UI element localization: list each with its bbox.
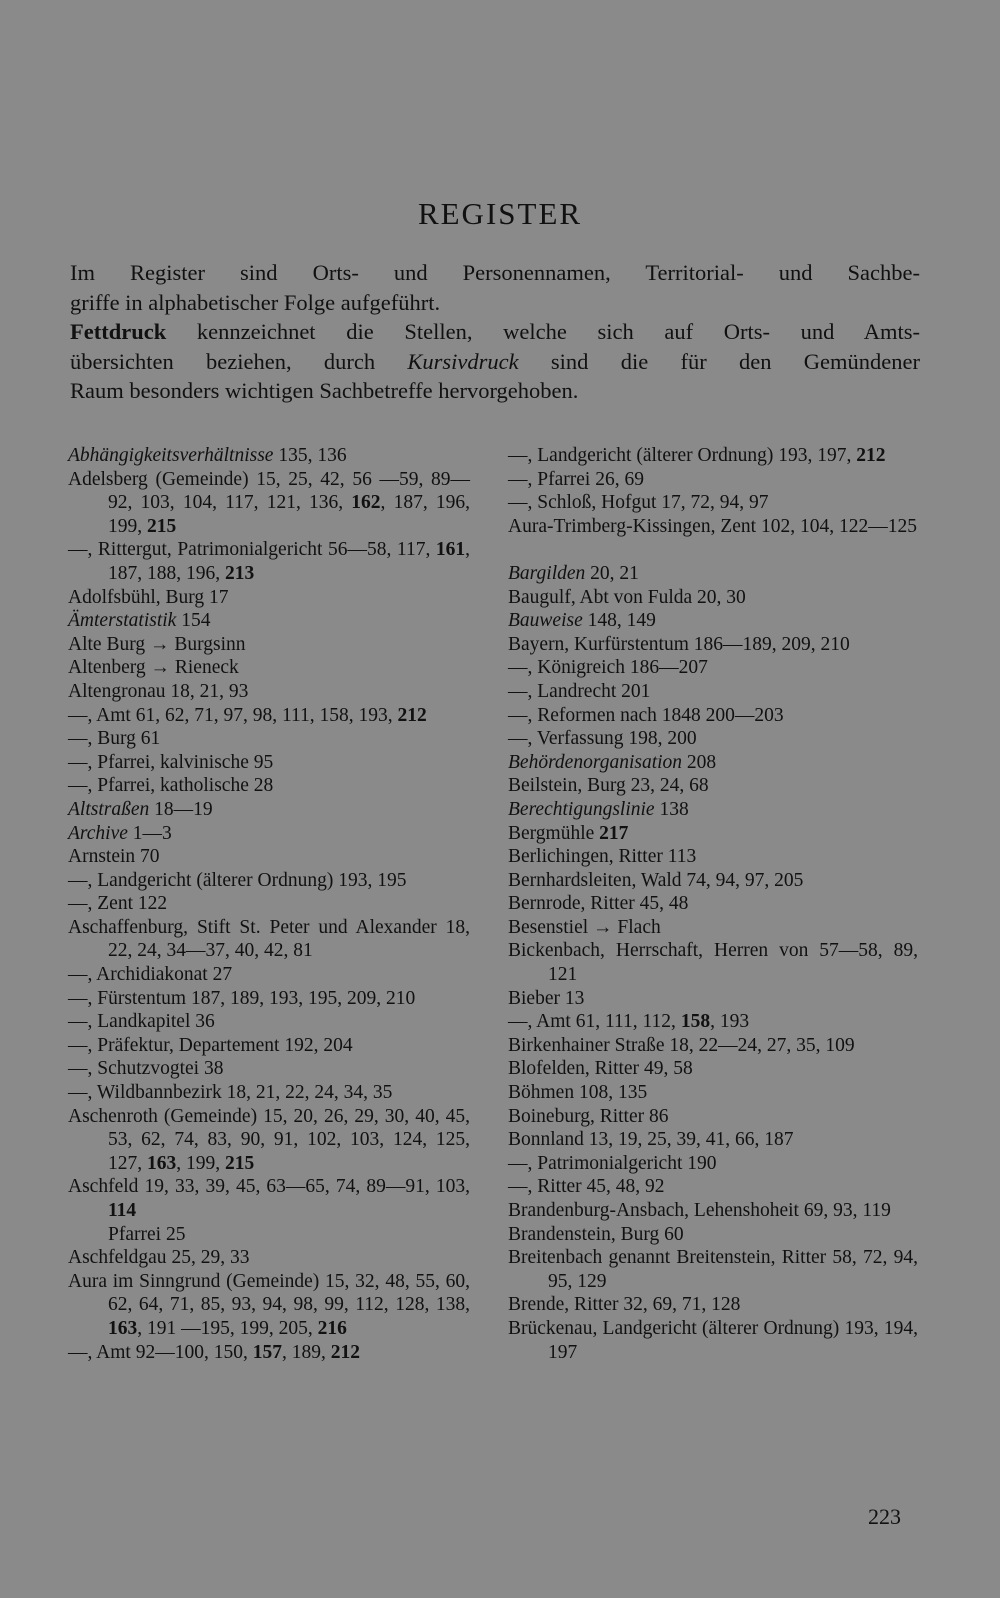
intro-line: Fettdruck kennzeichnet die Stellen, welche sich auf Orts- und Amts- <box>70 319 920 344</box>
index-term: Besenstiel <box>508 916 589 938</box>
index-column-right <box>508 444 918 1364</box>
page-refs: 92—100, 150, <box>130 1341 253 1363</box>
index-term: Bargilden <box>508 562 586 584</box>
page-refs: 108, 135 <box>574 1082 648 1104</box>
page-refs: , 199, <box>176 1152 225 1174</box>
index-entry <box>508 774 918 798</box>
index-entry <box>508 609 918 633</box>
index-term: Alte Burg <box>68 633 146 655</box>
index-term: —, Pfarrei <box>508 468 591 490</box>
page-refs: 193, 197, <box>773 445 857 466</box>
page-refs: 70 <box>135 846 160 868</box>
page-refs: 74, 94, 97, 205 <box>681 869 804 891</box>
page-refs: 56—58, 117, <box>322 539 436 561</box>
page-refs: 28 <box>248 775 274 797</box>
index-term: —, Landgericht (älterer Ordnung) <box>68 869 334 891</box>
page-refs: 1—3 <box>127 822 172 844</box>
index-term: Aschfeld <box>68 1176 139 1198</box>
page-refs: → Rieneck <box>145 657 239 679</box>
page-refs: 18, 22, 24, 34—37, 40, 42, 81 <box>108 916 471 962</box>
index-term: —, Amt <box>508 1011 571 1033</box>
index-term: Bergmühle <box>508 822 595 844</box>
index-term: Bayern, Kurfürstentum <box>508 633 689 655</box>
index-term: Böhmen <box>508 1082 575 1104</box>
index-entry <box>508 491 918 515</box>
page-refs: → Flach <box>588 916 661 938</box>
index-term: Aschfeldgau <box>68 1247 167 1269</box>
index-entry <box>508 892 918 916</box>
page-refs: 32, 69, 71, 128 <box>618 1294 741 1316</box>
intro-line: Raum besonders wichtigen Sachbetreffe hervorgehoben. <box>70 378 579 403</box>
page-refs: , 189, <box>281 1341 331 1363</box>
page-refs: 192, 204 <box>279 1034 353 1056</box>
index-entry <box>68 845 470 869</box>
index-term: —, Schutzvogtei <box>68 1058 200 1080</box>
page-refs: , 193 <box>710 1011 750 1033</box>
index-entry <box>508 633 918 657</box>
index-term: —, Pfarrei, kalvinische <box>68 751 249 773</box>
index-entry <box>68 704 470 728</box>
index-entry <box>508 845 918 869</box>
index-term: Altstraßen <box>68 798 150 820</box>
bold-page-ref: 161 <box>435 539 466 561</box>
index-term: Breitenbach genannt Breitenstein, Ritter <box>508 1247 827 1269</box>
index-term: —, Patrimonialgericht <box>508 1152 683 1174</box>
page-refs: 18, 22—24, 27, 35, 109 <box>664 1034 855 1056</box>
index-entry <box>68 586 470 610</box>
index-term: Boineburg, Ritter <box>508 1105 645 1127</box>
index-entry <box>508 869 918 893</box>
page-refs: 17, 72, 94, 97 <box>656 492 769 514</box>
index-entry <box>68 987 470 1011</box>
index-term: Altenberg <box>68 657 146 679</box>
index-term: Altengronau <box>68 680 166 702</box>
index-entry <box>508 751 918 775</box>
index-entry <box>68 1223 470 1247</box>
page-refs: 186—207 <box>624 657 708 679</box>
index-term: Brandenburg-Ansbach, Lehenshoheit <box>508 1200 799 1221</box>
index-term: —, Landgericht (älterer Ordnung) <box>508 445 774 466</box>
index-entry <box>68 1081 470 1105</box>
page-refs: 13, 19, 25, 39, 41, 66, 187 <box>583 1129 794 1151</box>
index-entry <box>68 822 470 846</box>
index-entry <box>508 704 918 728</box>
bold-page-ref: 212 <box>330 1341 360 1363</box>
page-refs: 13 <box>559 987 585 1009</box>
index-entry <box>68 1010 470 1034</box>
bold-example: Fettdruck <box>70 319 167 344</box>
index-term: —, Fürstentum <box>68 987 187 1009</box>
page-refs: 113 <box>662 846 697 868</box>
index-term: Aschaffenburg, Stift St. Peter und Alexander <box>68 916 437 938</box>
index-entry <box>68 751 470 775</box>
index-entry <box>68 1270 470 1341</box>
index-entry <box>68 656 470 680</box>
bold-page-ref: 163 <box>147 1152 177 1174</box>
page-refs: 20, 30 <box>692 586 746 608</box>
index-entry <box>68 538 470 585</box>
page-refs: 95 <box>248 751 274 773</box>
page-refs: 61 <box>135 728 161 750</box>
page-refs: 25 <box>161 1223 186 1245</box>
index-term: —, Verfassung <box>508 728 624 750</box>
index-term: Blofelden, Ritter <box>508 1058 640 1080</box>
page-refs: 187, 189, 193, 195, 209, 210 <box>186 987 416 1009</box>
page-refs: 61, 62, 71, 97, 98, 111, 158, 193, <box>130 704 398 726</box>
page-refs: 38 <box>199 1058 224 1080</box>
index-term: Brende, Ritter <box>508 1294 619 1316</box>
index-entry <box>508 1317 918 1364</box>
index-term: —, Amt <box>68 1341 131 1363</box>
index-term: Bauweise <box>508 610 583 632</box>
page-refs: 135, 136 <box>273 445 347 466</box>
page-refs: , 187, 188, 196, <box>108 539 470 584</box>
index-entry <box>508 1175 918 1199</box>
index-entry <box>68 444 470 468</box>
index-term: Berlichingen, Ritter <box>508 846 663 868</box>
index-entry <box>508 468 918 492</box>
page-refs: 198, 200 <box>623 728 697 750</box>
page-refs: 86 <box>644 1105 669 1127</box>
index-entry <box>508 1293 918 1317</box>
bold-page-ref: 215 <box>225 1152 255 1174</box>
index-entry <box>508 1081 918 1105</box>
index-entry <box>508 916 918 940</box>
index-entry <box>508 1199 918 1223</box>
index-term: Abhängigkeitsverhältnisse <box>68 445 274 466</box>
page-refs: 61, 111, 112, <box>570 1011 681 1033</box>
page-refs: 15, 25, 42, 56 —59, 89—92, 103, 104, 117, 121, 136, <box>108 468 471 514</box>
index-entry <box>508 939 918 986</box>
index-term: —, Pfarrei, katholische <box>68 775 249 797</box>
page-number: 223 <box>868 1504 901 1529</box>
index-entry <box>508 1246 918 1293</box>
index-term: Bickenbach, Herrschaft, Herren von <box>508 940 809 962</box>
bold-page-ref: 215 <box>147 515 177 537</box>
intro-line: griffe in alphabetischer Folge aufgeführt. <box>70 289 441 315</box>
page-refs: 102, 104, 122—125 <box>756 515 917 537</box>
index-entry <box>68 1246 470 1270</box>
index-term: —, Reformen nach 1848 <box>508 704 701 726</box>
index-entry <box>508 1105 918 1129</box>
index-entry <box>68 633 470 657</box>
index-term: —, Archidiakonat <box>68 964 208 986</box>
page-refs: 208 <box>682 751 717 773</box>
index-term: —, Zent <box>68 893 133 915</box>
page-refs: 190 <box>682 1152 717 1174</box>
page-refs: 25, 29, 33 <box>166 1247 250 1269</box>
index-term: Bonnland <box>508 1129 584 1151</box>
index-term: —, Ritter <box>508 1176 582 1198</box>
page-refs: 23, 24, 68 <box>625 775 709 797</box>
page-refs: 138 <box>654 798 689 820</box>
page-refs: 200—203 <box>700 704 784 726</box>
index-term: Aura im Sinngrund (Gemeinde) <box>68 1270 320 1292</box>
index-entry <box>508 1152 918 1176</box>
index-entry <box>508 1034 918 1058</box>
page-refs: , 191 —195, 199, 205, <box>137 1317 318 1339</box>
bold-page-ref: 157 <box>252 1341 282 1363</box>
page-refs: 17 <box>204 586 229 608</box>
index-term: Behördenorganisation <box>508 751 683 773</box>
index-term: Bernhardsleiten, Wald <box>508 869 682 891</box>
bold-page-ref: 158 <box>680 1011 711 1033</box>
page-refs: 60 <box>659 1223 684 1245</box>
page-refs: 148, 149 <box>582 610 656 632</box>
index-entry <box>508 562 918 586</box>
page-refs: 57—58, 89, 121 <box>548 940 918 986</box>
page-refs: 186—189, 209, 210 <box>688 633 850 655</box>
index-term: —, Landrecht <box>508 680 617 702</box>
bold-page-ref: 114 <box>108 1200 137 1221</box>
page-refs: 58, 72, 94, 95, 129 <box>548 1247 918 1292</box>
index-entry <box>68 727 470 751</box>
index-term: —, Schloß, Hofgut <box>508 492 657 514</box>
index-term: Bernrode, Ritter <box>508 893 635 915</box>
index-term: Brückenau, Landgericht (älterer Ordnung) <box>508 1317 840 1339</box>
page-refs: → Burgsinn <box>145 633 246 655</box>
intro-line: Im Register sind Orts- und Personennamen, Territorial- und Sachbe- <box>70 260 920 285</box>
index-entry <box>508 1057 918 1081</box>
index-entry <box>68 1341 470 1365</box>
index-entry <box>508 798 918 822</box>
index-term: —, Königreich <box>508 657 625 679</box>
page-refs: 26, 69 <box>590 468 644 490</box>
index-term: Brandenstein, Burg <box>508 1223 660 1245</box>
page-refs: 154 <box>176 610 211 632</box>
page-refs: 49, 58 <box>639 1058 693 1080</box>
index-term: Archive <box>68 822 128 844</box>
index-column-left <box>68 444 470 1364</box>
index-term: Ämterstatistik <box>68 610 177 632</box>
index-entry <box>68 774 470 798</box>
index-entry <box>508 586 918 610</box>
bold-page-ref: 216 <box>317 1317 347 1339</box>
index-entry <box>508 515 918 539</box>
bold-page-ref: 212 <box>856 445 886 466</box>
intro-line: übersichten beziehen, durch Kursivdruck sind die für den Gemündener <box>70 348 921 374</box>
index-entry <box>68 892 470 916</box>
index-entry <box>508 680 918 704</box>
page-refs: 122 <box>132 893 168 915</box>
index-entry <box>68 609 470 633</box>
page-refs: 18, 21, 93 <box>165 680 249 702</box>
page-title: REGISTER <box>417 196 583 231</box>
page-refs: 193, 194, 197 <box>548 1317 918 1363</box>
index-entry <box>68 963 470 987</box>
index-term: Arnstein <box>68 846 136 868</box>
index-term: —, Burg <box>68 728 136 750</box>
bold-page-ref: 163 <box>108 1317 138 1339</box>
index-term: Baugulf, Abt von Fulda <box>508 586 693 608</box>
index-term: —, Wildbannbezirk <box>68 1082 222 1104</box>
index-term: —, Amt <box>68 704 131 726</box>
index-entry <box>68 798 470 822</box>
page-refs: 18—19 <box>149 798 213 820</box>
index-entry <box>68 869 470 893</box>
page-refs: 69, 93, 119 <box>798 1200 891 1221</box>
index-term: Birkenhainer Straße <box>508 1034 665 1056</box>
bold-page-ref: 217 <box>599 822 629 844</box>
index-term: Adelsberg (Gemeinde) <box>68 468 249 490</box>
index-entry <box>68 916 470 963</box>
page-refs: 45, 48, 92 <box>581 1176 665 1198</box>
index-term: Aura-Trimberg-Kissingen, Zent <box>508 515 757 537</box>
page-refs: , 187, 196, 199, <box>108 492 471 537</box>
intro-paragraph <box>70 258 920 406</box>
page-refs: 20, 21 <box>585 562 639 584</box>
index-entry <box>68 1034 470 1058</box>
page-refs: 45, 48 <box>634 893 689 915</box>
page-refs: 18, 21, 22, 24, 34, 35 <box>221 1082 393 1104</box>
page-refs: 15, 20, 26, 29, 30, 40, 45, 53, 62, 74, 83, 90, 91, 102, 103, 124, 125, 127, <box>108 1105 471 1174</box>
page-refs: 193, 195 <box>333 869 407 891</box>
index-entry <box>68 680 470 704</box>
page-refs: 36 <box>190 1011 215 1033</box>
bold-page-ref: 162 <box>351 492 381 514</box>
index-entry <box>68 1057 470 1081</box>
bold-page-ref: 212 <box>397 704 427 726</box>
index-term: Berechtigungslinie <box>508 798 655 820</box>
index-term: Aschenroth (Gemeinde) <box>68 1105 258 1127</box>
index-entry <box>68 468 470 539</box>
bold-page-ref: 213 <box>225 562 255 584</box>
italic-example: Kursivdruck <box>407 348 519 374</box>
index-entry <box>508 1223 918 1247</box>
index-term: Bieber <box>508 987 560 1009</box>
index-entry <box>508 1128 918 1152</box>
index-entry <box>68 1105 470 1176</box>
index-term: —, Landkapitel <box>68 1011 191 1033</box>
index-entry <box>508 987 918 1011</box>
page-refs: 15, 32, 48, 55, 60, 62, 64, 71, 85, 93, 94, 98, 99, 112, 128, 138, <box>108 1270 470 1316</box>
page-refs: 19, 33, 39, 45, 63—65, 74, 89—91, 103, <box>138 1176 470 1198</box>
index-entry <box>508 822 918 846</box>
index-term: —, Präfektur, Departement <box>68 1034 280 1056</box>
index-term: Pfarrei <box>108 1223 162 1245</box>
index-entry <box>508 444 918 468</box>
index-entry <box>68 1175 470 1222</box>
index-term: Beilstein, Burg <box>508 775 626 797</box>
index-entry <box>508 1010 918 1034</box>
index-entry <box>508 727 918 751</box>
index-entry <box>508 656 918 680</box>
index-term: —, Rittergut, Patrimonialgericht <box>68 539 323 561</box>
page-refs: 27 <box>207 964 233 986</box>
index-term: Adolfsbühl, Burg <box>68 586 205 608</box>
page-refs: 201 <box>616 680 651 702</box>
